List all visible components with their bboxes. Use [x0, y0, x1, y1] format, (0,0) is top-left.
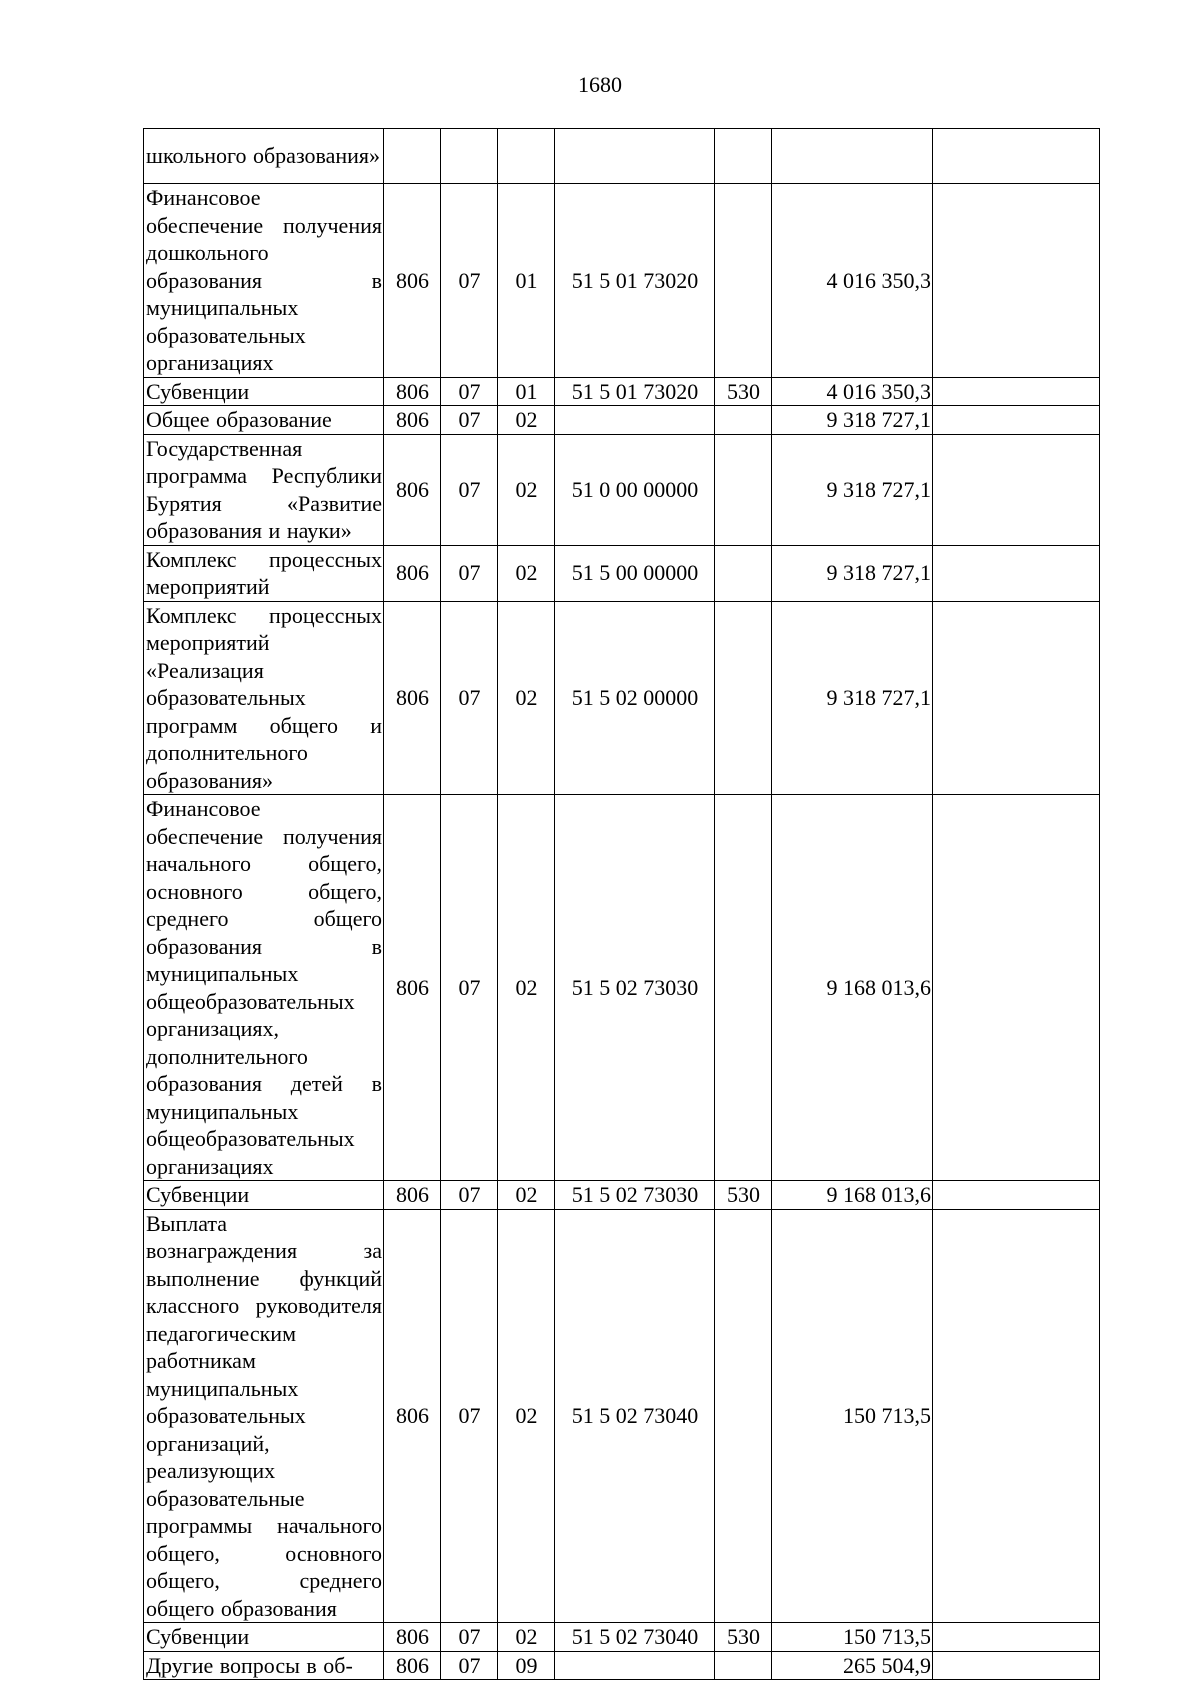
- empty-cell: [933, 129, 1100, 184]
- target-article-cell: 51 5 00 00000: [555, 545, 715, 601]
- department-code-cell: 806: [384, 1623, 441, 1652]
- target-article-cell: 51 5 02 73040: [555, 1623, 715, 1652]
- section-code-cell: 07: [441, 601, 498, 795]
- amount-cell: 9 318 727,1: [772, 601, 933, 795]
- amount-cell: 9 318 727,1: [772, 434, 933, 545]
- expense-type-cell: [715, 601, 772, 795]
- expense-type-cell: [715, 184, 772, 378]
- department-code-cell: 806: [384, 545, 441, 601]
- section-code-cell: 07: [441, 795, 498, 1181]
- budget-table: [143, 128, 1100, 1680]
- amount-cell: 9 318 727,1: [772, 545, 933, 601]
- target-article-cell: 51 5 02 73040: [555, 1209, 715, 1623]
- expense-name-cell: Комплекс процессных мероприятий: [144, 545, 384, 601]
- section-code-cell: 07: [441, 434, 498, 545]
- target-article-cell: 51 5 01 73020: [555, 184, 715, 378]
- subsection-code-cell: 02: [498, 1181, 555, 1210]
- subsection-code-cell: 02: [498, 1623, 555, 1652]
- department-code-cell: 806: [384, 406, 441, 435]
- section-code-cell: 07: [441, 377, 498, 406]
- subsection-code-cell: 02: [498, 795, 555, 1181]
- expense-type-cell: [715, 434, 772, 545]
- subsection-code-cell: 02: [498, 434, 555, 545]
- department-code-cell: 806: [384, 601, 441, 795]
- empty-cell: [933, 601, 1100, 795]
- amount-cell: 4 016 350,3: [772, 377, 933, 406]
- department-code-cell: 806: [384, 1181, 441, 1210]
- expense-name-cell: Финансовое обеспечение получения дошкольного образования в муниципальных образовательных организациях: [144, 184, 384, 378]
- section-code-cell: 07: [441, 1181, 498, 1210]
- section-code-cell: 07: [441, 184, 498, 378]
- expense-type-cell: [715, 545, 772, 601]
- amount-cell: 9 318 727,1: [772, 406, 933, 435]
- target-article-cell: [555, 406, 715, 435]
- expense-type-cell: 530: [715, 377, 772, 406]
- amount-cell: 9 168 013,6: [772, 1181, 933, 1210]
- subsection-code-cell: 02: [498, 601, 555, 795]
- table-row: [144, 1181, 1100, 1210]
- subsection-code-cell: 02: [498, 406, 555, 435]
- section-code-cell: [441, 129, 498, 184]
- empty-cell: [933, 406, 1100, 435]
- table-row: [144, 1209, 1100, 1623]
- department-code-cell: 806: [384, 434, 441, 545]
- expense-name-cell: Субвенции: [144, 1623, 384, 1652]
- department-code-cell: [384, 129, 441, 184]
- expense-name-cell: Финансовое обеспечение получения начального общего, основного общего, среднего общего образования в муниципальных общеобразовательных организациях, дополнительного образования детей в муниципальных общеобразовательных организациях: [144, 795, 384, 1181]
- expense-name-cell: Субвенции: [144, 377, 384, 406]
- department-code-cell: 806: [384, 795, 441, 1181]
- subsection-code-cell: 01: [498, 184, 555, 378]
- expense-type-cell: [715, 795, 772, 1181]
- empty-cell: [933, 434, 1100, 545]
- expense-type-cell: [715, 1209, 772, 1623]
- section-code-cell: 07: [441, 545, 498, 601]
- department-code-cell: 806: [384, 1209, 441, 1623]
- target-article-cell: 51 0 00 00000: [555, 434, 715, 545]
- amount-cell: 150 713,5: [772, 1209, 933, 1623]
- table-row: [144, 1651, 1100, 1680]
- expense-name-cell: школьного образования»: [144, 129, 384, 184]
- empty-cell: [933, 1209, 1100, 1623]
- empty-cell: [933, 1623, 1100, 1652]
- subsection-code-cell: 02: [498, 545, 555, 601]
- department-code-cell: 806: [384, 184, 441, 378]
- expense-type-cell: [715, 406, 772, 435]
- expense-name-cell: Комплекс процессных мероприятий «Реализация образовательных программ общего и дополнительного образования»: [144, 601, 384, 795]
- expense-name-cell: Выплата вознаграждения за выполнение функций классного руководителя педагогическим работникам муниципальных образовательных организаций, реализующих образовательные программы начального общего, основного общего, среднего общего образования: [144, 1209, 384, 1623]
- section-code-cell: 07: [441, 1209, 498, 1623]
- amount-cell: [772, 129, 933, 184]
- expense-type-cell: [715, 1651, 772, 1680]
- amount-cell: 4 016 350,3: [772, 184, 933, 378]
- expense-type-cell: [715, 129, 772, 184]
- subsection-code-cell: 02: [498, 1209, 555, 1623]
- table-row: [144, 377, 1100, 406]
- empty-cell: [933, 184, 1100, 378]
- target-article-cell: [555, 129, 715, 184]
- empty-cell: [933, 545, 1100, 601]
- department-code-cell: 806: [384, 377, 441, 406]
- target-article-cell: 51 5 02 73030: [555, 795, 715, 1181]
- section-code-cell: 07: [441, 406, 498, 435]
- expense-name-cell: Общее образование: [144, 406, 384, 435]
- expense-type-cell: 530: [715, 1623, 772, 1652]
- target-article-cell: 51 5 02 73030: [555, 1181, 715, 1210]
- expense-name-cell: Субвенции: [144, 1181, 384, 1210]
- amount-cell: 150 713,5: [772, 1623, 933, 1652]
- department-code-cell: 806: [384, 1651, 441, 1680]
- section-code-cell: 07: [441, 1651, 498, 1680]
- table-row: [144, 795, 1100, 1181]
- empty-cell: [933, 1181, 1100, 1210]
- target-article-cell: 51 5 01 73020: [555, 377, 715, 406]
- table-row: [144, 545, 1100, 601]
- table-row: [144, 601, 1100, 795]
- amount-cell: 9 168 013,6: [772, 795, 933, 1181]
- table-row: [144, 406, 1100, 435]
- expense-name-cell: Государственная программа Республики Бурятия «Развитие образования и науки»: [144, 434, 384, 545]
- empty-cell: [933, 1651, 1100, 1680]
- section-code-cell: 07: [441, 1623, 498, 1652]
- empty-cell: [933, 795, 1100, 1181]
- expense-type-cell: 530: [715, 1181, 772, 1210]
- page-number: 1680: [578, 72, 622, 97]
- target-article-cell: [555, 1651, 715, 1680]
- empty-cell: [933, 377, 1100, 406]
- subsection-code-cell: [498, 129, 555, 184]
- table-row: [144, 1623, 1100, 1652]
- target-article-cell: 51 5 02 00000: [555, 601, 715, 795]
- table-row: [144, 434, 1100, 545]
- subsection-code-cell: 01: [498, 377, 555, 406]
- table-row: [144, 184, 1100, 378]
- subsection-code-cell: 09: [498, 1651, 555, 1680]
- table-row: [144, 129, 1100, 184]
- amount-cell: 265 504,9: [772, 1651, 933, 1680]
- table-body: [144, 129, 1100, 1680]
- expense-name-cell: Другие вопросы в об-: [144, 1651, 384, 1680]
